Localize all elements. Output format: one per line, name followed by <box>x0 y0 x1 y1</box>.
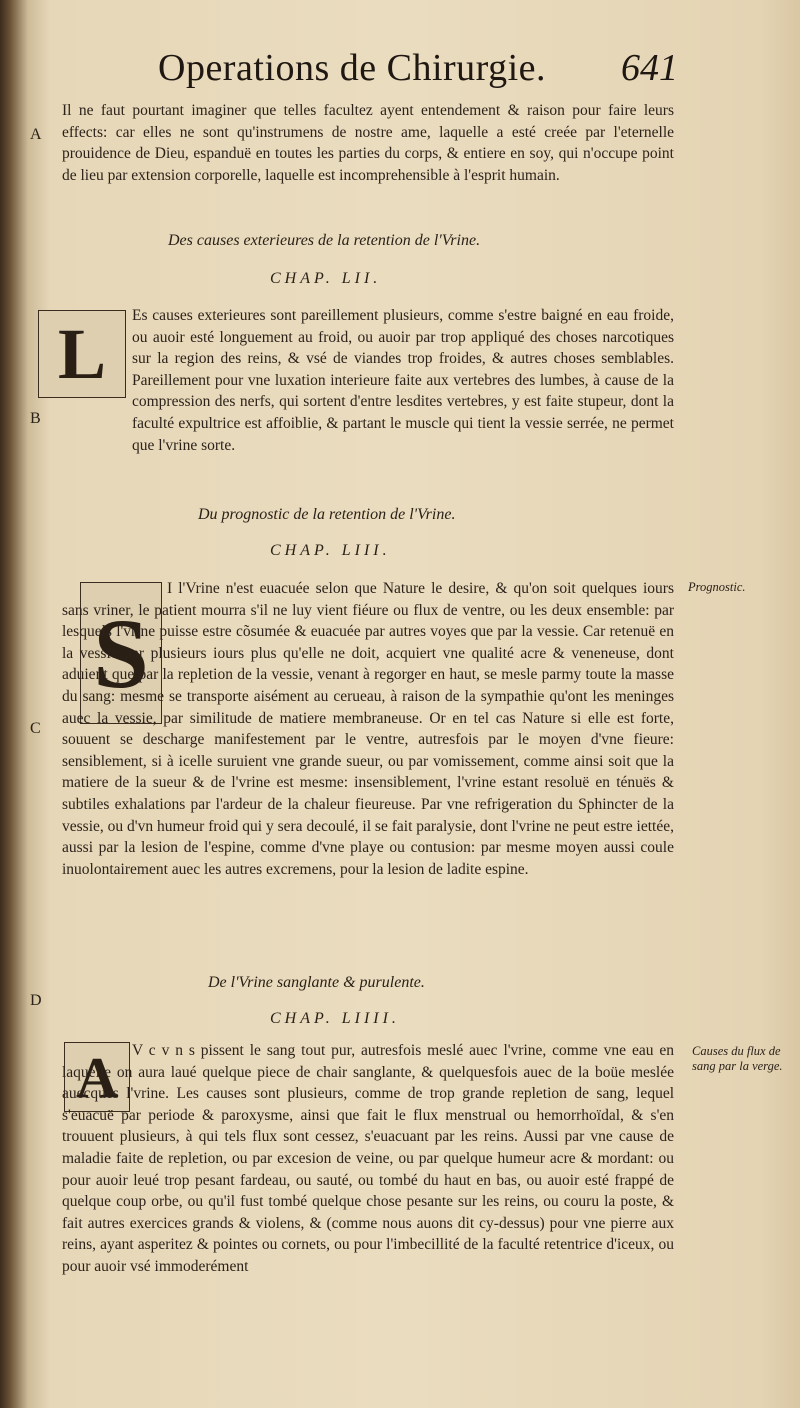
margin-letter-b: B <box>30 410 41 427</box>
drop-cap-letter: A <box>76 1044 118 1110</box>
section-heading: Du prognostic de la retention de l'Vrine. <box>198 506 456 523</box>
page-number: 641 <box>621 47 678 89</box>
margin-letter-a: A <box>30 126 42 143</box>
drop-cap-letter: L <box>57 313 107 394</box>
section-body <box>62 305 674 485</box>
intro-text: Il ne faut pourtant imaginer que telles facultez ayent entendement & raison pour faire leurs effects: car elles ne sont qu'instrumens de nostre ame, laquelle a esté creée par l'eternelle prouidence de Dieu, espanduë en toutes les parties du corps, & entiere en soy, qui n'occupe point de lieu par extension corporelle, laquelle est incomprehensible à l'esprit humain. <box>62 102 674 184</box>
section-heading: De l'Vrine sanglante & purulente. <box>208 974 425 991</box>
drop-cap-letter: S <box>93 597 149 709</box>
margin-note: Prognostic. <box>688 580 746 594</box>
margin-letter-d: D <box>30 992 42 1009</box>
section-body <box>62 1040 674 1278</box>
section-body <box>62 578 674 880</box>
chapter-number: CHAP. LIIII. <box>270 1010 400 1027</box>
intro-paragraph <box>62 100 674 186</box>
chapter-number: CHAP. LIII. <box>270 542 391 559</box>
running-header <box>158 46 678 98</box>
section-text: Es causes exterieures sont pareillement plusieurs, comme s'estre baigné en eau froide, ou auoir esté longuement au froid, ou auoir par trop appliqué des choses narcotiques sur la region des reins, & vsé de viandes trop froides, & autres choses semblables. Pareillement pour vne luxation interieure faite aux vertebres des lumbes, à cause de la compression des nerfs, qui sortent d'entre lesdites vertebres, y est faite stupeur, dont la faculté expultrice est affoiblie, & partant le muscle qui tient la vessie serrée, ne permet que l'vrine sorte. <box>132 307 674 454</box>
margin-letter-c: C <box>30 720 41 737</box>
section-text: I l'Vrine n'est euacuée selon que Nature le desire, & qu'on soit quelques iours sans vriner, le patient mourra s'il ne luy vient fiéure ou flux de ventre, ou les deux ensemble: par lesquels l'vrine puisse estre cõsumée & euacuée par autres voyes que par la vessie. Car retenuë en la vessie par plusieurs iours plus qu'elle ne doit, acquiert vne qualité acre & veneneuse, dont aduient que par la repletion de la vessie, venant à regorger en haut, se mesle parmy toute la masse du sang: mesme se transporte aisément au cerueau, à raison de la sympathie qu'ont les meninges auec la vessie, par similitude de matiere membraneuse. Or en tel cas Nature si elle est forte, souuent se descharge manifestement par le ventre, autresfois par le moyen d'vne fieure: sensiblement, si à icelle suruient vne grande sueur, ou par vomissement, comme ainsi soit que la matiere de la sueur & de l'vrine est mesme: insensiblement, l'vrine estant resoluë en ténuës & subtiles exhalations par l'ardeur de la chaleur fieureuse. Par vne refrigeration du Sphincter de la vessie, ou d'vn humeur froid qui y sera decoulé, il se fait paralysie, dont l'vrine ne peut estre iettée, aussi par la lesion de l'espine, comme d'vne playe ou contusion: par mesme moyen aussi coule inuolontairement auec les autres excremens, pour la lesion de ladite espine. <box>62 580 674 878</box>
section-text: V c v n s pissent le sang tout pur, autresfois meslé auec l'vrine, comme vne eau en laquelle on aura laué quelque piece de chair sanglante, & quelquesfois auec de la boüe meslée auecques l'vrine. Les causes sont plusieurs, comme de trop grande repletion de sang, lequel s'euacuë par periode & paroxysme, ainsi que fait le flux menstrual ou hemorrhoïdal, & s'en trouuent plusieurs, à qui tels flux sont cessez, s'euacuant par les reins. Aussi par vne cause de maladie faite de repletion, ou par excesion de veine, ou par quelque humeur acre & mordant: ou pour auoir leué trop pesant fardeau, ou sauté, ou tombé du haut en bas, ou auoir esté frappé de quelque coup orbe, ou qu'il fust tombé quelque chose pesante sur les reins, ou couru la poste, & fait autres exercices grands & violens, & (comme nous auons dit cy-dessus) pour vne pierre aux reins, ayant asperitez & pointes ou cornets, ou pour l'imbecillité de la faculté retentrice d'iceux, ou pour auoir vsé immoderément <box>62 1042 674 1275</box>
chapter-number: CHAP. LII. <box>270 270 382 287</box>
section-heading: Des causes exterieures de la retention de l'Vrine. <box>168 232 481 249</box>
page-title: Operations de Chirurgie. <box>158 47 547 89</box>
margin-note: Causes du flux de sang par la verge. <box>692 1044 783 1073</box>
